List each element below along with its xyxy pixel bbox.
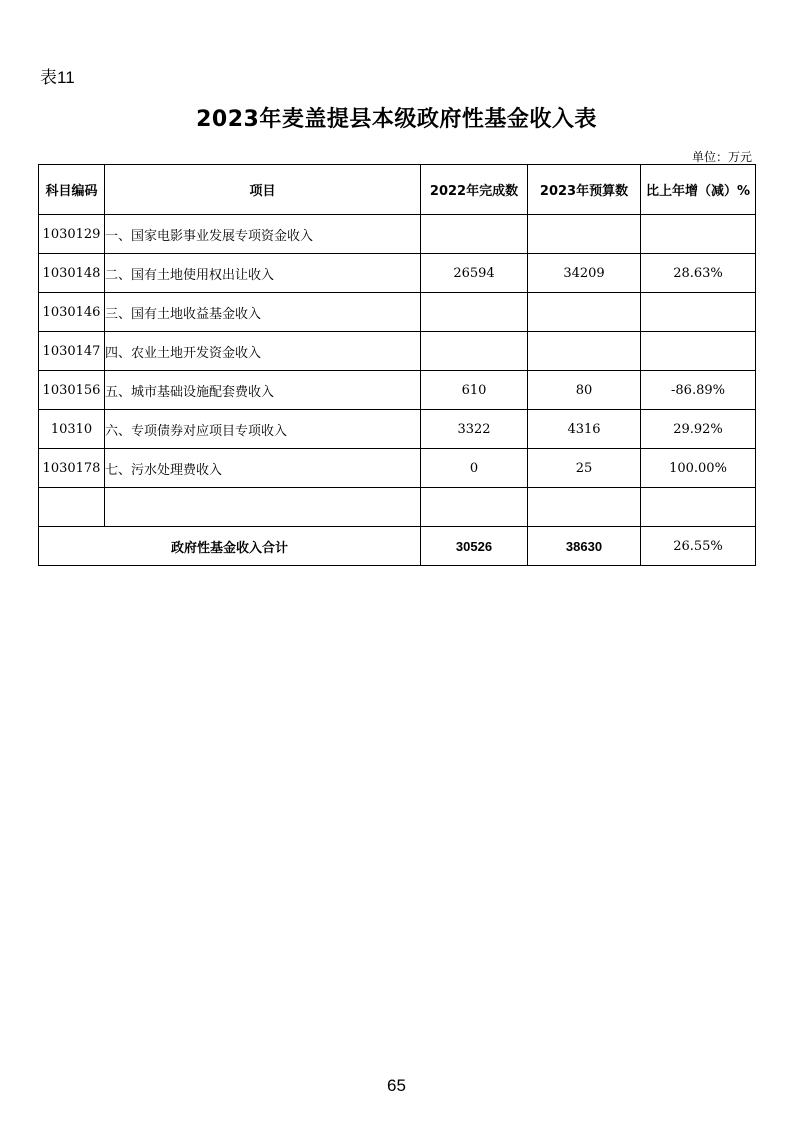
fund-revenue-table [38, 164, 756, 566]
table-row [39, 371, 756, 410]
table-row [39, 215, 756, 254]
row-completed-2022 [421, 488, 528, 527]
page-title: 2023年麦盖提县本级政府性基金收入表 [196, 107, 597, 132]
row-code: 1030147 [39, 332, 105, 371]
unit-label: 单位：万元 [691, 150, 752, 164]
header-completed-2022: 2022年完成数 [421, 165, 528, 215]
row-code: 10310 [39, 410, 105, 449]
row-code: 1030148 [39, 254, 105, 293]
row-item: 七、污水处理费收入 [105, 449, 421, 488]
header-code: 科目编码 [39, 165, 105, 215]
row-budget-2023 [528, 293, 641, 332]
total-label: 政府性基金收入合计 [39, 527, 421, 566]
row-completed-2022 [421, 293, 528, 332]
header-budget-2023: 2023年预算数 [528, 165, 641, 215]
total-completed-2022: 30526 [421, 527, 528, 566]
page-number: 65 [387, 1076, 406, 1095]
row-completed-2022: 26594 [421, 254, 528, 293]
row-budget-2023 [528, 488, 641, 527]
row-change: 100.00% [641, 449, 756, 488]
row-code [39, 488, 105, 527]
row-item: 一、国家电影事业发展专项资金收入 [105, 215, 421, 254]
row-budget-2023: 4316 [528, 410, 641, 449]
table-row [39, 410, 756, 449]
total-change: 26.55% [641, 527, 756, 566]
row-change [641, 332, 756, 371]
row-completed-2022: 610 [421, 371, 528, 410]
row-item: 四、农业土地开发资金收入 [105, 332, 421, 371]
row-budget-2023: 25 [528, 449, 641, 488]
row-item: 六、专项债券对应项目专项收入 [105, 410, 421, 449]
row-code: 1030129 [39, 215, 105, 254]
table-row [39, 449, 756, 488]
row-item [105, 488, 421, 527]
row-item: 二、国有土地使用权出让收入 [105, 254, 421, 293]
row-change: 29.92% [641, 410, 756, 449]
row-change [641, 488, 756, 527]
row-change: 28.63% [641, 254, 756, 293]
row-item: 三、国有土地收益基金收入 [105, 293, 421, 332]
total-budget-2023: 38630 [528, 527, 641, 566]
header-item: 项目 [105, 165, 421, 215]
row-completed-2022: 3322 [421, 410, 528, 449]
row-item: 五、城市基础设施配套费收入 [105, 371, 421, 410]
row-budget-2023: 80 [528, 371, 641, 410]
table-row-empty [39, 488, 756, 527]
row-completed-2022 [421, 332, 528, 371]
row-change [641, 293, 756, 332]
row-code: 1030146 [39, 293, 105, 332]
row-code: 1030156 [39, 371, 105, 410]
row-change [641, 215, 756, 254]
total-row [39, 527, 756, 566]
row-completed-2022: 0 [421, 449, 528, 488]
row-completed-2022 [421, 215, 528, 254]
row-budget-2023: 34209 [528, 254, 641, 293]
table-row [39, 293, 756, 332]
header-change: 比上年增（减）% [641, 165, 756, 215]
table-row [39, 332, 756, 371]
header-row [39, 165, 756, 215]
row-change: -86.89% [641, 371, 756, 410]
row-code: 1030178 [39, 449, 105, 488]
row-budget-2023 [528, 215, 641, 254]
table-label: 表11 [40, 68, 75, 87]
row-budget-2023 [528, 332, 641, 371]
table-row [39, 254, 756, 293]
